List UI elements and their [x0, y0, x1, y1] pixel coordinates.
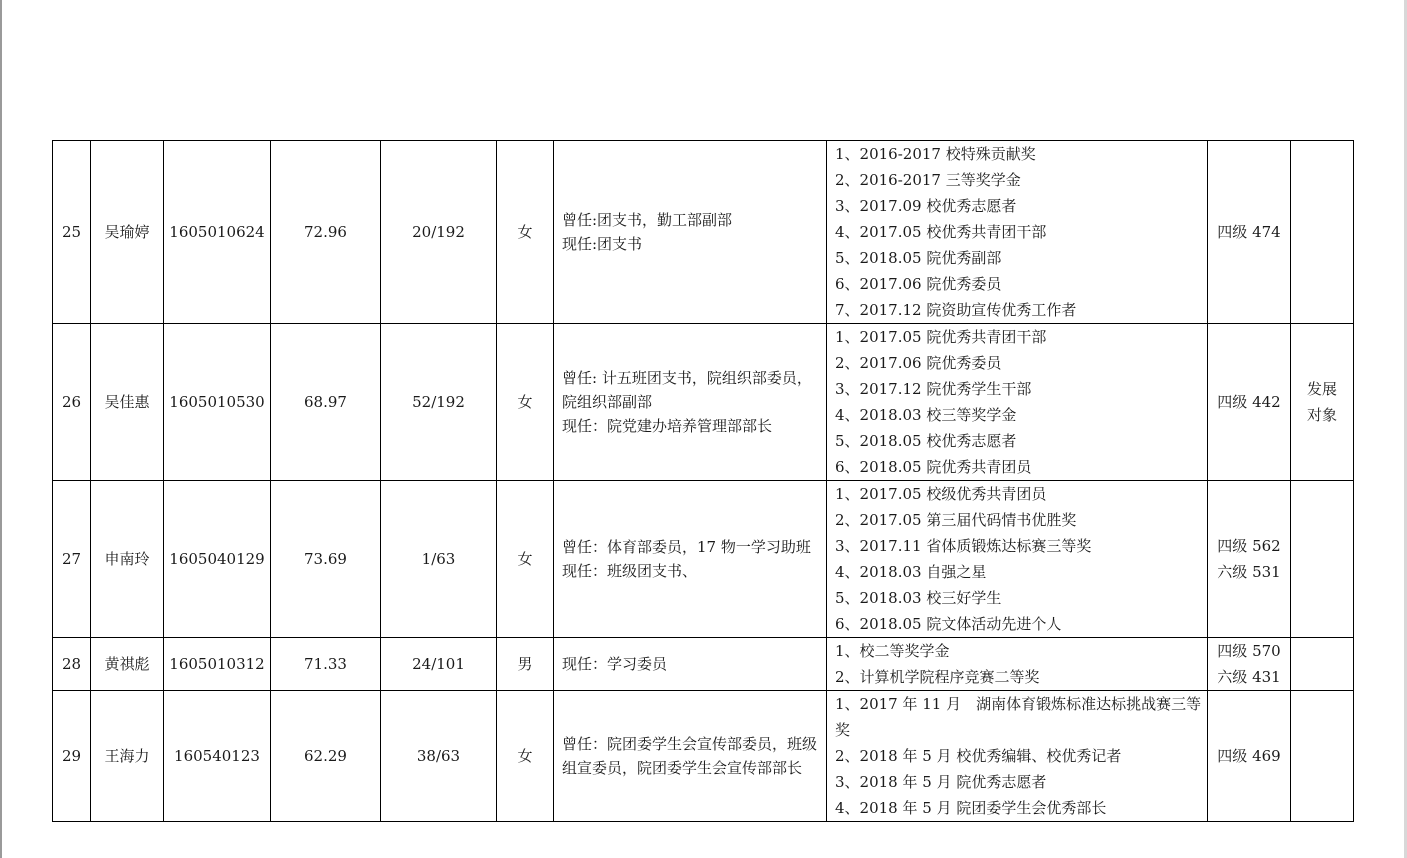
- score: 71.33: [271, 638, 381, 691]
- student-name: 吴瑜婷: [91, 141, 164, 324]
- award-line: 1、2016-2017 校特殊贡献奖: [835, 145, 1036, 163]
- position-line: 曾任:团支书，勤工部副部: [562, 211, 733, 229]
- rank: 1/63: [381, 481, 497, 638]
- cet-score: 四级 570: [1217, 642, 1281, 660]
- student-id: 1605040129: [164, 481, 271, 638]
- award-line: 2、2017.06 院优秀委员: [835, 354, 1002, 372]
- award-line: 1、2017 年 11 月 湖南体育锻炼标准达标挑战赛三等奖: [835, 695, 1202, 739]
- award-line: 2、2018 年 5 月 校优秀编辑、校优秀记者: [835, 747, 1122, 765]
- rank: 24/101: [381, 638, 497, 691]
- award-line: 1、2017.05 校级优秀共青团员: [835, 485, 1047, 503]
- cet-cell: [1208, 481, 1291, 638]
- position-line: 曾任：体育部委员，17 物一学习助班: [562, 538, 811, 556]
- cet-cell: [1208, 324, 1291, 481]
- award-line: 4、2017.05 校优秀共青团干部: [835, 223, 1047, 241]
- note-cell: [1291, 141, 1354, 324]
- award-line: 5、2018.03 校三好学生: [835, 589, 1002, 607]
- awards-cell: [827, 141, 1208, 324]
- awards-cell: [827, 638, 1208, 691]
- student-id: 1605010530: [164, 324, 271, 481]
- student-name: 黄祺彪: [91, 638, 164, 691]
- gender: 女: [497, 324, 554, 481]
- table-row: [53, 481, 1354, 638]
- student-name: 王海力: [91, 691, 164, 822]
- cet-score: 四级 442: [1217, 393, 1281, 411]
- cet-cell: [1208, 691, 1291, 822]
- gender: 女: [497, 141, 554, 324]
- award-line: 5、2018.05 校优秀志愿者: [835, 432, 1017, 450]
- note-cell: [1291, 691, 1354, 822]
- student-id: 160540123: [164, 691, 271, 822]
- student-name: 吴佳惠: [91, 324, 164, 481]
- award-line: 4、2018 年 5 月 院团委学生会优秀部长: [835, 799, 1107, 817]
- award-line: 7、2017.12 院资助宣传优秀工作者: [835, 301, 1077, 319]
- award-line: 3、2018 年 5 月 院优秀志愿者: [835, 773, 1047, 791]
- awards-cell: [827, 324, 1208, 481]
- award-line: 6、2018.05 院优秀共青团员: [835, 458, 1032, 476]
- positions-cell: [554, 324, 827, 481]
- student-id: 1605010312: [164, 638, 271, 691]
- note-cell: [1291, 638, 1354, 691]
- rank: 38/63: [381, 691, 497, 822]
- award-line: 6、2017.06 院优秀委员: [835, 275, 1002, 293]
- award-line: 3、2017.09 校优秀志愿者: [835, 197, 1017, 215]
- positions-cell: [554, 638, 827, 691]
- award-line: 2、计算机学院程序竞赛二等奖: [835, 668, 1040, 686]
- award-line: 5、2018.05 院优秀副部: [835, 249, 1002, 267]
- gender: 男: [497, 638, 554, 691]
- position-line: 现任：班级团支书、: [562, 562, 698, 580]
- rank: 52/192: [381, 324, 497, 481]
- cet-score: 四级 474: [1217, 223, 1281, 241]
- cet-score: 六级 531: [1217, 563, 1281, 581]
- row-number: 25: [53, 141, 91, 324]
- row-number: 29: [53, 691, 91, 822]
- cet-score: 四级 469: [1217, 747, 1281, 765]
- awards-cell: [827, 481, 1208, 638]
- score: 73.69: [271, 481, 381, 638]
- award-line: 1、2017.05 院优秀共青团干部: [835, 328, 1047, 346]
- cet-score: 四级 562: [1217, 537, 1281, 555]
- row-number: 27: [53, 481, 91, 638]
- awards-cell: [827, 691, 1208, 822]
- award-line: 2、2016-2017 三等奖学金: [835, 171, 1021, 189]
- note-cell: [1291, 324, 1354, 481]
- table-row: [53, 141, 1354, 324]
- award-line: 2、2017.05 第三届代码情书优胜奖: [835, 511, 1077, 529]
- gender: 女: [497, 691, 554, 822]
- award-line: 4、2018.03 校三等奖学金: [835, 406, 1017, 424]
- award-line: 3、2017.11 省体质锻炼达标赛三等奖: [835, 537, 1092, 555]
- score: 72.96: [271, 141, 381, 324]
- student-id: 1605010624: [164, 141, 271, 324]
- note-cell: [1291, 481, 1354, 638]
- gender: 女: [497, 481, 554, 638]
- award-line: 4、2018.03 自强之星: [835, 563, 987, 581]
- award-line: 3、2017.12 院优秀学生干部: [835, 380, 1032, 398]
- cet-cell: [1208, 638, 1291, 691]
- student-table: [52, 140, 1354, 822]
- table-row: [53, 638, 1354, 691]
- row-number: 26: [53, 324, 91, 481]
- position-line: 曾任: 计五班团支书，院组织部委员，院组织部副部: [562, 369, 812, 411]
- position-line: 现任：学习委员: [562, 655, 668, 673]
- rank: 20/192: [381, 141, 497, 324]
- score: 68.97: [271, 324, 381, 481]
- positions-cell: [554, 691, 827, 822]
- cet-cell: [1208, 141, 1291, 324]
- note-text: 发展对象: [1306, 380, 1337, 424]
- cet-score: 六级 431: [1217, 668, 1281, 686]
- student-name: 申南玲: [91, 481, 164, 638]
- page-edge-left: [0, 0, 2, 858]
- position-line: 现任：院党建办培养管理部部长: [562, 417, 773, 435]
- score: 62.29: [271, 691, 381, 822]
- position-line: 现任:团支书: [562, 235, 643, 253]
- row-number: 28: [53, 638, 91, 691]
- position-line: 曾任：院团委学生会宣传部委员，班级组宣委员，院团委学生会宣传部部长: [562, 735, 818, 777]
- award-line: 6、2018.05 院文体活动先进个人: [835, 615, 1062, 633]
- table-row: [53, 691, 1354, 822]
- positions-cell: [554, 141, 827, 324]
- table-row: [53, 324, 1354, 481]
- positions-cell: [554, 481, 827, 638]
- award-line: 1、校二等奖学金: [835, 642, 950, 660]
